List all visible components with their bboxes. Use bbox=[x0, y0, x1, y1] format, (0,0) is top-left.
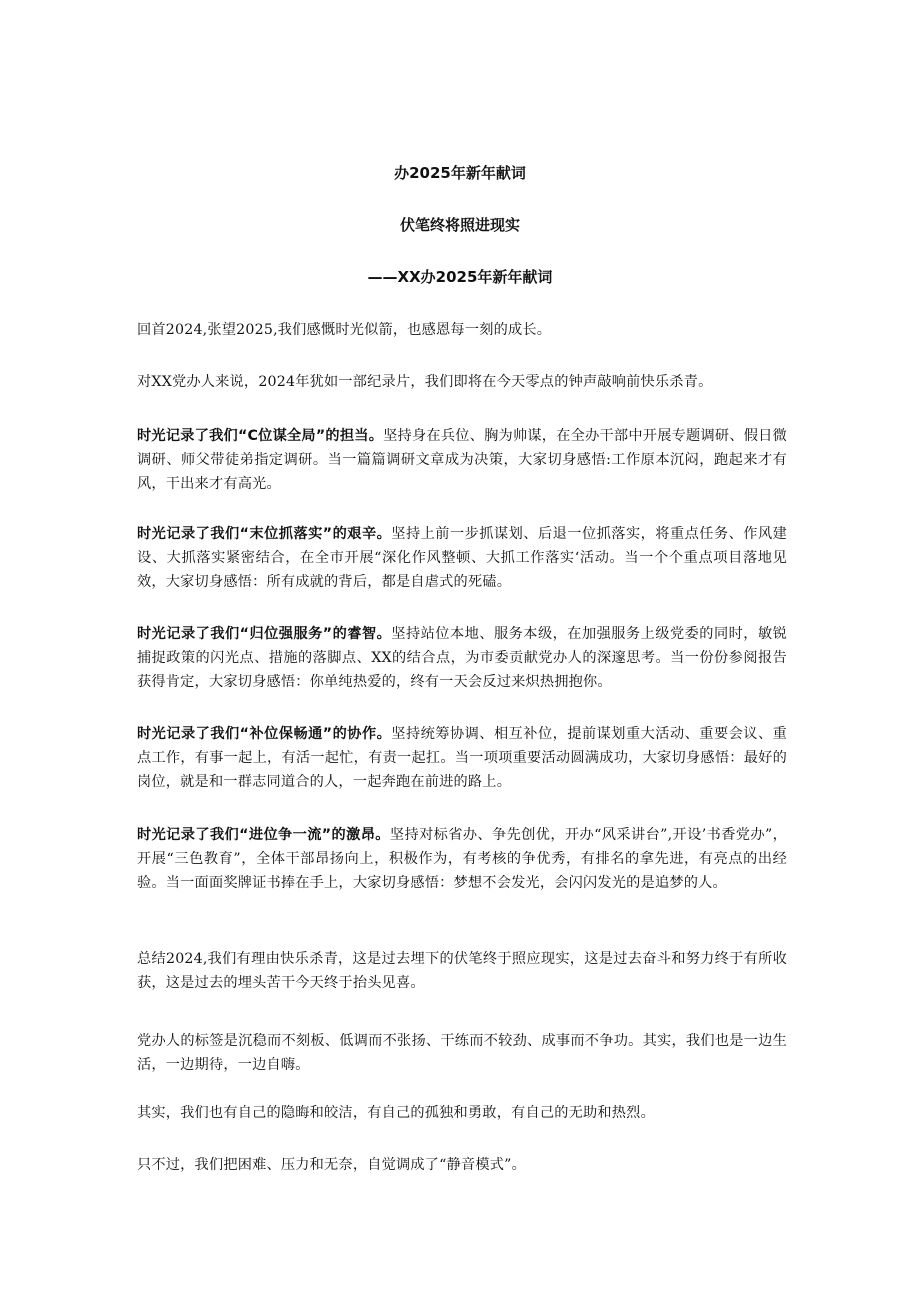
paragraph-text: 只不过，我们把困难、压力和无奈，自觉调成了“静音模式”。 bbox=[137, 1157, 526, 1173]
paragraph-lead: 时光记录了我们“进位争一流”的激昂。 bbox=[137, 827, 390, 843]
paragraph-text: 对XX党办人来说，2024年犹如一部纪录片，我们即将在今天零点的钟声敲响前快乐杀青。 bbox=[137, 374, 713, 390]
paragraph-8 bbox=[137, 947, 787, 995]
paragraph-text: 其实，我们也有自己的隐晦和皎洁，有自己的孤独和勇敢，有自己的无助和热烈。 bbox=[137, 1105, 655, 1121]
paragraph-text: 坚持上前一步抓谋划、后退一位抓落实，将重点任务、作风建设、大抓落实紧密结合，在全市开展“深化作风整顿、大抓工作落实‘活动。当一个个重点项目落地见效，大家切身感悟：所有成就的背后，都是自虐式的死磕。 bbox=[137, 526, 788, 590]
paragraph-lead: 时光记录了我们“补位保畅通”的协作。 bbox=[137, 726, 392, 742]
paragraph-text: 回首2024,张望2025,我们感慨时光似箭，也感恩每一刻的成长。 bbox=[137, 322, 552, 338]
paragraph-lead: 时光记录了我们“C位谋全局”的担当。 bbox=[137, 428, 384, 444]
document-headline: 伏笔终将照进现实 bbox=[399, 216, 520, 234]
document-title: 办2025年新年献词 bbox=[394, 164, 526, 182]
paragraph-text: 坚持身在兵位、胸为帅谋，在全办干部中开展专题调研、假日微调研、师父带徒弟指定调研。当一篇篇调研文章成为决策，大家切身感悟:工作原本沉闷，跑起来才有风，干出来才有高光。 bbox=[137, 428, 787, 492]
paragraph-4 bbox=[137, 522, 787, 594]
paragraph-lead: 时光记录了我们“末位抓落实”的艰辛。 bbox=[137, 526, 392, 542]
paragraph-5 bbox=[137, 622, 787, 694]
paragraph-2 bbox=[137, 370, 787, 394]
paragraph-7 bbox=[137, 823, 787, 895]
paragraph-text: 坚持对标省办、争先创优，开办“风采讲台”,开设’书香党办”，开展“三色教育”，全体干部昂扬向上，积极作为，有考核的争优秀，有排名的拿先进，有亮点的出经验。当一面面奖牌证书捧在手上，大家切身感悟：梦想不会发光，会闪闪发光的是追梦的人。 bbox=[137, 827, 788, 891]
paragraph-text: 坚持站位本地、服务本级，在加强服务上级党委的同时，敏锐捕捉政策的闪光点、措施的落脚点、XX的结合点，为市委贡献党办人的深邃思考。当一份份参阅报告获得肯定，大家切身感悟：你单纯热爱的，终有一天会反过来炽热拥抱你。 bbox=[137, 626, 788, 690]
paragraph-1 bbox=[137, 318, 787, 342]
paragraph-10 bbox=[137, 1101, 787, 1125]
paragraph-6 bbox=[137, 722, 787, 794]
document-byline: ——XX办2025年新年献词 bbox=[367, 268, 553, 286]
paragraph-3 bbox=[137, 424, 787, 496]
paragraph-9 bbox=[137, 1029, 787, 1077]
paragraph-lead: 时光记录了我们“归位强服务”的睿智。 bbox=[137, 626, 392, 642]
paragraph-text: 党办人的标签是沉稳而不刻板、低调而不张扬、干练而不较劲、成事而不争功。其实，我们也是一边生活，一边期待，一边自嗨。 bbox=[137, 1033, 787, 1073]
paragraph-11 bbox=[137, 1153, 787, 1177]
paragraph-text: 坚持统筹协调、相互补位，提前谋划重大活动、重要会议、重点工作，有事一起上，有活一起忙，有责一起扛。当一项项重要活动圆满成功，大家切身感悟：最好的岗位，就是和一群志同道合的人，一起奔跑在前进的路上。 bbox=[137, 726, 788, 790]
paragraph-text: 总结2024,我们有理由快乐杀青，这是过去埋下的伏笔终于照应现实，这是过去奋斗和努力终于有所收获，这是过去的埋头苦干今天终于抬头见喜。 bbox=[137, 951, 787, 991]
